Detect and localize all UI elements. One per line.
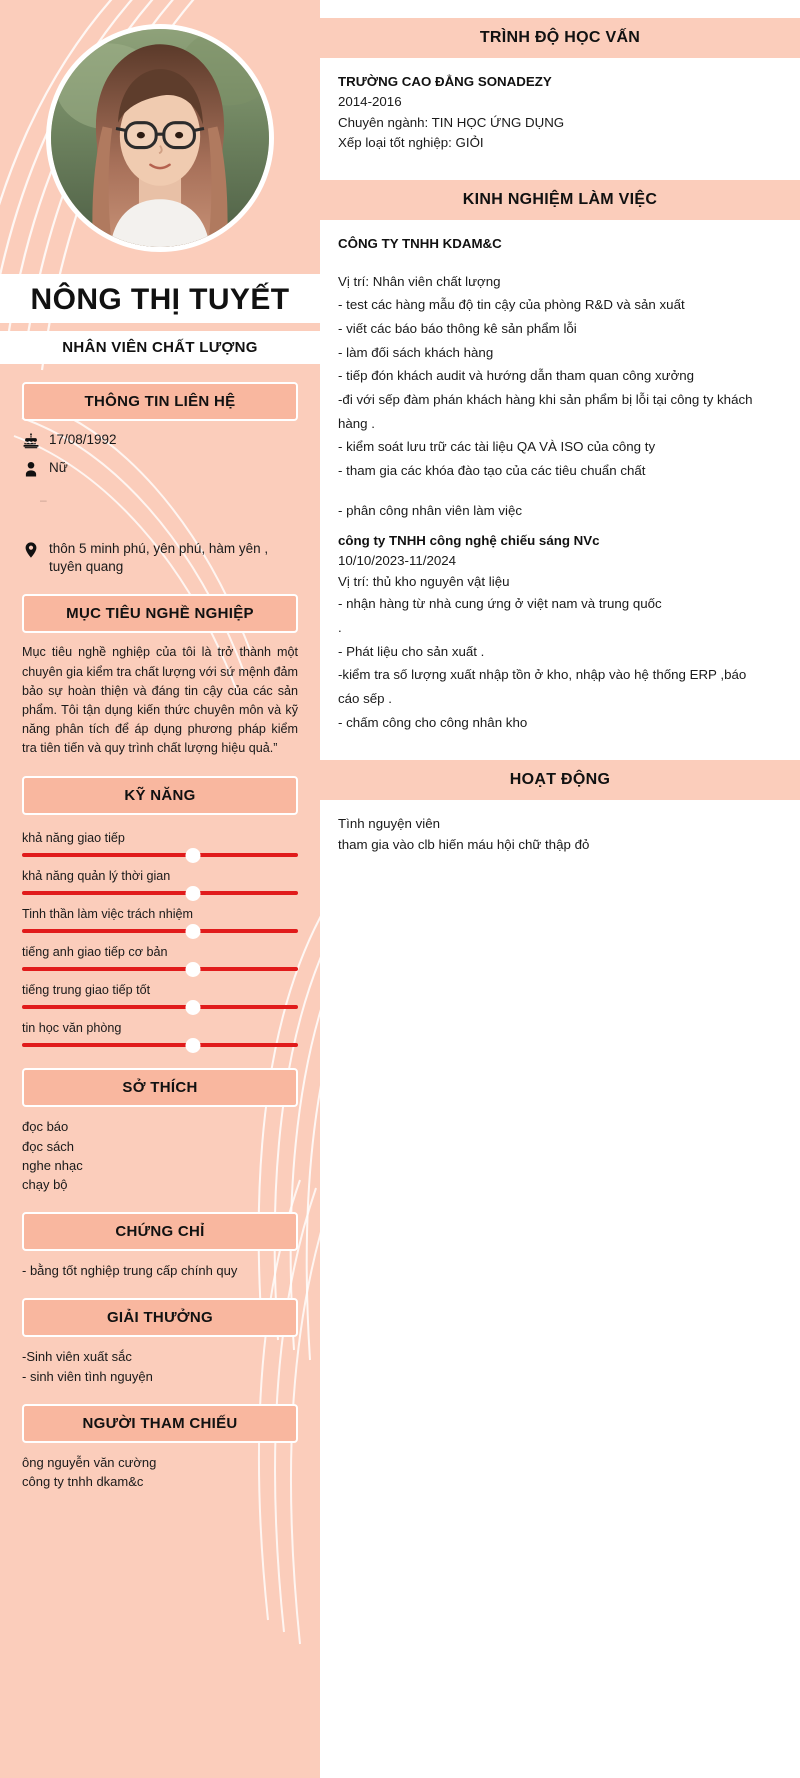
education-years: 2014-2016 [338,93,402,109]
skill-label: tin học văn phòng [22,1021,122,1036]
contact-birthdate-text: 17/08/1992 [49,432,117,447]
skill-item [22,977,298,1012]
skill-track [22,891,298,895]
skill-label: khả năng quản lý thời gian [22,869,171,884]
experience-position: Vị trí: Nhân viên chất lượng [338,273,501,289]
skill-label: khả năng giao tiếp [22,831,125,846]
skill-track [22,1043,298,1047]
experience-position: Vị trí: thủ kho nguyên vật liệu [338,573,510,589]
section-header-certificates: CHỨNG CHỈ [22,1212,298,1251]
list-item: - bằng tốt nghiệp trung cấp chính quy [22,1263,238,1279]
skill-knob[interactable] [186,886,201,901]
skills-list [22,825,298,1050]
birthday-cake-icon [22,432,40,450]
skill-item [22,901,298,936]
skill-slider[interactable] [22,850,298,860]
contact-redacted-lines [22,487,298,531]
list-item: đọc báo [22,1119,69,1135]
section-header-references: NGƯỜI THAM CHIẾU [22,1404,298,1443]
skill-label: tiếng anh giao tiếp cơ bản [22,945,168,960]
page-title: NÔNG THỊ TUYẾT [30,283,290,316]
contact-item-gender [22,459,298,478]
experience-company: công ty TNHH công nghệ chiếu sáng NVc [338,533,600,549]
experience-duty: -đi với sếp đàm phán khách hàng khi sản phẩm bị lỗi tại công ty khách hàng . [338,391,753,431]
experience-duty: - làm đối sách khách hàng [338,344,494,360]
name-banner [0,274,320,323]
job-gap [338,522,782,531]
list-item: đọc sách [22,1138,75,1154]
experience-duty: -kiểm tra số lượng xuất nhập tồn ở kho, nhập vào hệ thống ERP ,báo [338,667,747,683]
activities-body [320,800,800,869]
role-banner [0,331,320,364]
skill-knob[interactable] [186,1000,201,1015]
objective-text: Mục tiêu nghề nghiệp của tôi là trở thành một chuyên gia kiểm tra chất lượng với sứ mệnh đảm bảo sự hoàn thiện và đáng tin cậy của các sản phẩm. Tôi tận dụng kiến thức chuyên môn và kỹ năng phân tích để áp dụng phương pháp kiểm tra tiên tiến và quy trình chất lượng hiệu quả.” [22,645,298,756]
main-content [320,0,800,1778]
education-grade: Xếp loại tốt nghiệp: GIỎI [338,135,484,151]
section-header-hobbies: SỞ THÍCH [22,1068,298,1107]
gap [338,483,782,499]
skill-label: tiếng trung giao tiếp tốt [22,983,151,998]
section-header-activities: HOẠT ĐỘNG [320,760,800,800]
section-spacer [320,170,800,180]
experience-duty: - tham gia các khóa đào tạo của các tiêu chuẩn chất [338,462,646,478]
skill-track [22,929,298,933]
section-header-contact: THÔNG TIN LIÊN HỆ [22,382,298,421]
experience-duty: - chấm công cho công nhân kho [338,714,528,730]
experience-body [320,220,800,751]
experience-job [338,234,782,523]
section-header-experience: KINH NGHIỆM LÀM VIỆC [320,180,800,220]
location-pin-icon [22,541,40,559]
education-school: TRƯỜNG CAO ĐẲNG SONADEZY [338,74,552,89]
skill-knob[interactable] [186,848,201,863]
experience-dates: 10/10/2023-11/2024 [338,553,457,569]
experience-duty: cáo sếp . [338,691,392,707]
list-item: công ty tnhh dkam&c [22,1474,144,1490]
certificates-list [22,1261,298,1280]
section-header-skills: KỸ NĂNG [22,776,298,815]
activity-item: Tình nguyện viên [338,816,441,832]
contact-item-address [22,540,298,576]
skill-slider[interactable] [22,964,298,974]
skill-track [22,1005,298,1009]
experience-duty: - tiếp đón khách audit và hướng dẫn tham quan công xưởng [338,368,695,384]
experience-duty: . [338,620,342,636]
skill-label: Tinh thần làm việc trách nhiệm [22,907,194,922]
activity-item: tham gia vào clb hiến máu hội chữ thập đỏ [338,836,590,852]
list-item: chạy bộ [22,1176,68,1192]
references-list [22,1453,298,1491]
section-spacer [320,750,800,760]
skill-knob[interactable] [186,962,201,977]
experience-duty: - viết các báo báo thông kê sản phẩm lỗi [338,321,577,337]
skill-item [22,863,298,898]
list-item: - sinh viên tình nguyện [22,1368,153,1384]
section-header-objective: MỤC TIÊU NGHỀ NGHIỆP [22,594,298,633]
top-spacer [320,0,800,18]
job-title: NHÂN VIÊN CHẤT LƯỢNG [62,339,258,356]
skill-slider[interactable] [22,1040,298,1050]
skill-slider[interactable] [22,1002,298,1012]
skill-slider[interactable] [22,888,298,898]
experience-duty: - Phát liệu cho sản xuất . [338,643,485,659]
experience-duty: - test các hàng mẫu độ tin cậy của phòng R&D và sản xuất [338,297,685,313]
awards-list [22,1347,298,1385]
experience-job [338,531,782,734]
experience-duty: - phân công nhân viên làm việc [338,502,523,518]
education-major: Chuyên ngành: TIN HỌC ỨNG DỤNG [338,114,565,130]
skill-knob[interactable] [186,1038,201,1053]
sidebar [0,0,320,1778]
skill-track [22,853,298,857]
education-body [320,58,800,170]
contact-address-text: thôn 5 minh phú, yên phú, hàm yên , tuyên quang [49,541,269,575]
experience-duty: - kiểm soát lưu trữ các tài liệu QA VÀ ISO của công ty [338,439,656,455]
skill-slider[interactable] [22,926,298,936]
experience-duty: - nhận hàng từ nhà cung ứng ở việt nam và trung quốc [338,596,662,612]
profile-photo [46,24,274,252]
section-header-education: TRÌNH ĐỘ HỌC VẤN [320,18,800,58]
list-item: nghe nhạc [22,1157,83,1173]
list-item: -Sinh viên xuất sắc [22,1349,132,1365]
skill-item [22,825,298,860]
photo-illustration [51,29,269,247]
list-item: ông nguyễn văn cường [22,1454,157,1470]
skill-item [22,1015,298,1050]
contact-gender-text: Nữ [49,460,68,475]
hobbies-list [22,1117,298,1194]
contact-item-birthdate [22,431,298,450]
gap [338,254,782,270]
skill-knob[interactable] [186,924,201,939]
skill-track [22,967,298,971]
section-header-awards: GIẢI THƯỞNG [22,1298,298,1337]
person-icon [22,460,40,478]
contact-list [22,431,298,576]
skill-item [22,939,298,974]
experience-company: CÔNG TY TNHH KDAM&C [338,235,502,251]
